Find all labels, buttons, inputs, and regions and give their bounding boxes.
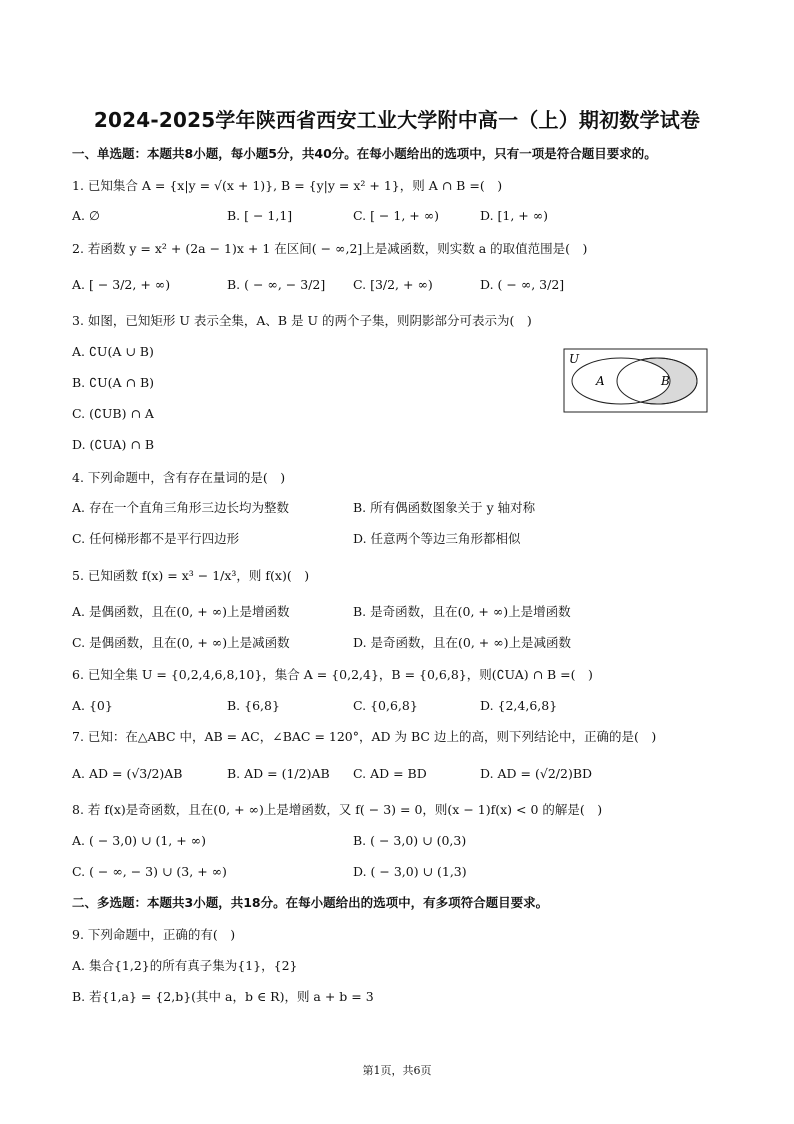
q3-option-a: A. ∁U(A ∪ B) [72,344,154,359]
q3-option-c: C. (∁UB) ∩ A [72,406,154,421]
q7-option-b: B. AD = (1/2)AB [227,766,330,781]
venn-universe-label: U [569,352,580,366]
q1-option-b: B. [ − 1,1] [227,208,293,223]
section-multiple-choice: 二、多选题：本题共3小题，共18分。在每小题给出的选项中，有多项符合题目要求。 [72,895,549,910]
exam-title: 2024-2025学年陕西省西安工业大学附中高一（上）期初数学试卷 [93,108,701,132]
question-2: 2. 若函数 y = x² + (2a − 1)x + 1 在区间( − ∞,2]上是减函数，则实数 a 的取值范围是( ) [72,241,588,256]
q2-option-c: C. [3/2, + ∞) [353,277,433,292]
q8-option-d: D. ( − 3,0) ∪ (1,3) [353,864,467,879]
q4-option-b: B. 所有偶函数图象关于 y 轴对称 [353,500,536,515]
q4-option-d: D. 任意两个等边三角形都相似 [353,531,521,546]
q2-option-b: B. ( − ∞, − 3/2] [227,277,326,292]
question-4: 4. 下列命题中，含有存在量词的是( ) [72,470,286,485]
q8-option-c: C. ( − ∞, − 3) ∪ (3, + ∞) [72,864,227,879]
section-single-choice: 一、单选题：本题共8小题，每小题5分，共40分。在每小题给出的选项中，只有一项是符合题目要求的。 [72,146,657,161]
q5-option-a: A. 是偶函数，且在(0, + ∞)上是增函数 [72,604,290,619]
q9-option-b: B. 若{1,a} = {2,b}(其中 a，b ∈ R)，则 a + b = 3 [72,989,374,1004]
question-9: 9. 下列命题中，正确的有( ) [72,927,236,942]
question-7: 7. 已知：在△ABC 中，AB = AC，∠BAC = 120°，AD 为 BC 边上的高，则下列结论中，正确的是( ) [72,729,657,744]
q7-option-c: C. AD = BD [353,766,427,781]
q6-option-a: A. {0} [72,698,113,713]
q1-option-d: D. [1, + ∞) [480,208,549,223]
q7-option-a: A. AD = (√3/2)AB [72,766,183,781]
q6-option-c: C. {0,6,8} [353,698,418,713]
q1-option-c: C. [ − 1, + ∞) [353,208,439,223]
q5-option-c: C. 是偶函数，且在(0, + ∞)上是减函数 [72,635,290,650]
q7-option-d: D. AD = (√2/2)BD [480,766,593,781]
q2-option-a: A. [ − 3/2, + ∞) [72,277,171,292]
question-3: 3. 如图，已知矩形 U 表示全集，A、B 是 U 的两个子集，则阴影部分可表示为( ) [72,313,532,328]
q4-option-a: A. 存在一个直角三角形三边长均为整数 [72,500,289,515]
q1-option-a: A. ∅ [72,208,100,223]
q4-option-c: C. 任何梯形都不是平行四边形 [72,531,240,546]
question-5: 5. 已知函数 f(x) = x³ − 1/x³，则 f(x)( ) [72,568,310,583]
question-6: 6. 已知全集 U = {0,2,4,6,8,10}，集合 A = {0,2,4}，B = {0,6,8}，则(∁UA) ∩ B =( ) [72,667,593,682]
q8-option-a: A. ( − 3,0) ∪ (1, + ∞) [72,833,206,848]
venn-label-a: A [596,374,605,388]
venn-set-a [572,358,670,404]
q3-option-b: B. ∁U(A ∩ B) [72,375,155,390]
question-1: 1. 已知集合 A = {x|y = √(x + 1)}, B = {y|y = x² + 1}，则 A ∩ B =( ) [72,178,503,193]
q6-option-b: B. {6,8} [227,698,280,713]
q3-option-d: D. (∁UA) ∩ B [72,437,155,452]
q2-option-d: D. ( − ∞, 3/2] [480,277,565,292]
q9-option-a: A. 集合{1,2}的所有真子集为{1}，{2} [72,958,298,973]
q5-option-d: D. 是奇函数，且在(0, + ∞)上是减函数 [353,635,572,650]
q6-option-d: D. {2,4,6,8} [480,698,558,713]
q8-option-b: B. ( − 3,0) ∪ (0,3) [353,833,467,848]
venn-diagram [563,348,709,414]
q5-option-b: B. 是奇函数，且在(0, + ∞)上是增函数 [353,604,571,619]
venn-label-b: B [661,374,670,388]
question-8: 8. 若 f(x)是奇函数，且在(0, + ∞)上是增函数，又 f( − 3) = 0，则(x − 1)f(x) < 0 的解是( ) [72,802,603,817]
page-footer: 第1页，共6页 [362,1064,432,1077]
